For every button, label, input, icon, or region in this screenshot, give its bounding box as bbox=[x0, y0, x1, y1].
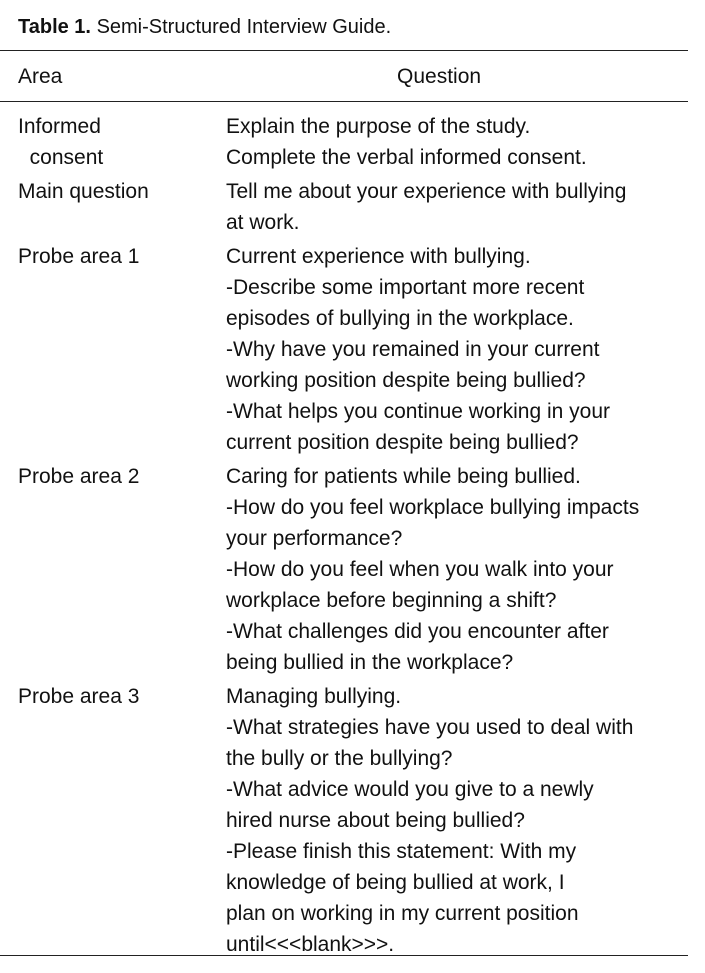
question-item: Tell me about your experience with bullying at work. bbox=[226, 180, 627, 234]
table-title: Semi-Structured Interview Guide. bbox=[96, 16, 392, 38]
header-area: Area bbox=[18, 65, 63, 88]
bottom-rule bbox=[0, 955, 688, 956]
question-item: -What helps you continue working in your current position despite being bullied? bbox=[226, 400, 611, 454]
area-cell: Main question bbox=[18, 180, 149, 203]
question-item: Current experience with bullying. bbox=[226, 245, 531, 268]
table-row bbox=[0, 111, 705, 176]
question-item: -Describe some important more recent episodes of bullying in the workplace. bbox=[226, 276, 585, 330]
question-item: Managing bullying. bbox=[226, 685, 402, 708]
question-item: Explain the purpose of the study. bbox=[226, 115, 531, 138]
header-rule bbox=[0, 101, 688, 102]
table-row bbox=[0, 461, 705, 681]
table-label: Table 1. bbox=[18, 16, 91, 38]
question-item: -What advice would you give to a newly hired nurse about being bullied? bbox=[226, 778, 594, 832]
table-row bbox=[0, 241, 705, 461]
area-cell: Probe area 3 bbox=[18, 685, 140, 708]
question-item: -How do you feel when you walk into your workplace before beginning a shift? bbox=[226, 558, 614, 612]
table-row bbox=[0, 176, 705, 241]
question-item: -Please finish this statement: With my knowledge of being bullied at work, I plan on working in my current position until<<<blank>>>. bbox=[226, 840, 579, 956]
question-item: -How do you feel workplace bullying impacts your performance? bbox=[226, 496, 640, 550]
header-question: Question bbox=[397, 65, 482, 88]
question-item: -Why have you remained in your current working position despite being bullied? bbox=[226, 338, 600, 392]
question-item: -What challenges did you encounter after being bullied in the workplace? bbox=[226, 620, 609, 674]
question-item: -What strategies have you used to deal with the bully or the bullying? bbox=[226, 716, 634, 770]
question-item: Complete the verbal informed consent. bbox=[226, 146, 587, 169]
top-rule bbox=[0, 50, 688, 51]
table-body bbox=[0, 111, 705, 963]
question-item: Caring for patients while being bullied. bbox=[226, 465, 581, 488]
table-row bbox=[0, 681, 705, 963]
area-cell: Probe area 2 bbox=[18, 465, 140, 488]
area-cell: Informed consent bbox=[18, 115, 104, 169]
table-caption bbox=[18, 16, 391, 39]
area-cell: Probe area 1 bbox=[18, 245, 140, 268]
